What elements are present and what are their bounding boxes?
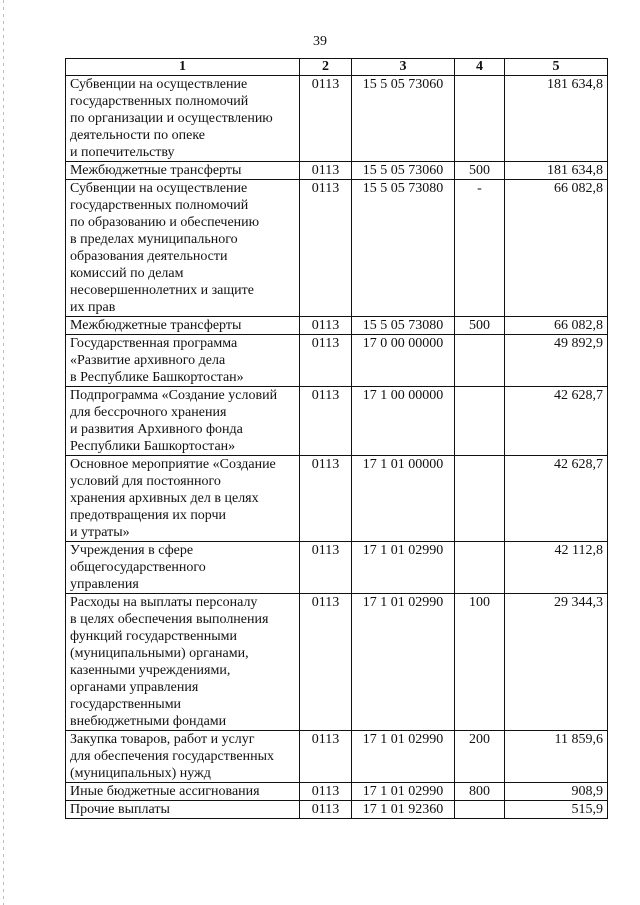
column-header: 4: [455, 59, 505, 76]
row-code: 15 5 05 73080: [352, 317, 455, 335]
row-section: 0113: [300, 317, 352, 335]
header-row: [66, 59, 608, 76]
row-expense-kind: [455, 542, 505, 594]
row-name: Иные бюджетные ассигнования: [66, 783, 300, 801]
row-amount: 908,9: [505, 783, 608, 801]
column-header: 1: [66, 59, 300, 76]
row-expense-kind: [455, 387, 505, 456]
row-code: 17 1 00 00000: [352, 387, 455, 456]
row-amount: 11 859,6: [505, 731, 608, 783]
row-name: Закупка товаров, работ и услуг для обеспечения государственных (муниципальных) нужд: [66, 731, 300, 783]
budget-table: [65, 58, 608, 819]
row-amount: 181 634,8: [505, 162, 608, 180]
table-row: [66, 162, 608, 180]
table-body: [66, 76, 608, 819]
row-section: 0113: [300, 801, 352, 819]
row-name: Субвенции на осуществление государственных полномочий по образованию и обеспечению в пределах муниципального образования деятельности комиссий по делам несовершеннолетних и защите их прав: [66, 180, 300, 317]
row-name: Расходы на выплаты персоналу в целях обеспечения выполнения функций государственными (муниципальными) органами, казенными учреждениями, органами управления государственными внебюджетными фондами: [66, 594, 300, 731]
table-row: [66, 335, 608, 387]
column-header: 3: [352, 59, 455, 76]
column-header: 5: [505, 59, 608, 76]
row-section: 0113: [300, 387, 352, 456]
row-section: 0113: [300, 594, 352, 731]
page-number: 39: [313, 34, 327, 49]
row-amount: 42 112,8: [505, 542, 608, 594]
row-code: 17 1 01 00000: [352, 456, 455, 542]
row-expense-kind: -: [455, 180, 505, 317]
row-name: Государственная программа «Развитие архивного дела в Республике Башкортостан»: [66, 335, 300, 387]
row-name: Межбюджетные трансферты: [66, 317, 300, 335]
row-code: 15 5 05 73060: [352, 162, 455, 180]
row-amount: 515,9: [505, 801, 608, 819]
table-row: [66, 731, 608, 783]
table-row: [66, 317, 608, 335]
table-row: [66, 542, 608, 594]
row-amount: 29 344,3: [505, 594, 608, 731]
row-expense-kind: [455, 76, 505, 162]
row-code: 17 1 01 92360: [352, 801, 455, 819]
row-code: 15 5 05 73060: [352, 76, 455, 162]
row-expense-kind: [455, 456, 505, 542]
row-expense-kind: [455, 335, 505, 387]
table-row: [66, 801, 608, 819]
table-row: [66, 594, 608, 731]
row-name: Основное мероприятие «Создание условий для постоянного хранения архивных дел в целях предотвращения их порчи и утраты»: [66, 456, 300, 542]
row-expense-kind: [455, 801, 505, 819]
row-section: 0113: [300, 76, 352, 162]
row-section: 0113: [300, 180, 352, 317]
row-amount: 66 082,8: [505, 180, 608, 317]
row-amount: 181 634,8: [505, 76, 608, 162]
row-amount: 66 082,8: [505, 317, 608, 335]
row-amount: 42 628,7: [505, 387, 608, 456]
row-amount: 49 892,9: [505, 335, 608, 387]
row-code: 17 1 01 02990: [352, 542, 455, 594]
row-name: Подпрограмма «Создание условий для бессрочного хранения и развития Архивного фонда Республики Башкортостан»: [66, 387, 300, 456]
row-section: 0113: [300, 456, 352, 542]
table-row: [66, 783, 608, 801]
row-expense-kind: 100: [455, 594, 505, 731]
row-name: Учреждения в сфере общегосударственного управления: [66, 542, 300, 594]
row-code: 17 1 01 02990: [352, 594, 455, 731]
table-row: [66, 76, 608, 162]
row-name: Прочие выплаты: [66, 801, 300, 819]
row-name: Субвенции на осуществление государственных полномочий по организации и осуществлению деятельности по опеке и попечительству: [66, 76, 300, 162]
column-header: 2: [300, 59, 352, 76]
row-section: 0113: [300, 162, 352, 180]
row-amount: 42 628,7: [505, 456, 608, 542]
row-section: 0113: [300, 335, 352, 387]
table-row: [66, 456, 608, 542]
row-expense-kind: 500: [455, 162, 505, 180]
table-row: [66, 387, 608, 456]
scan-edge: [3, 0, 4, 905]
row-section: 0113: [300, 542, 352, 594]
row-expense-kind: 500: [455, 317, 505, 335]
row-expense-kind: 800: [455, 783, 505, 801]
row-name: Межбюджетные трансферты: [66, 162, 300, 180]
row-section: 0113: [300, 783, 352, 801]
row-code: 17 0 00 00000: [352, 335, 455, 387]
row-section: 0113: [300, 731, 352, 783]
row-code: 17 1 01 02990: [352, 731, 455, 783]
row-expense-kind: 200: [455, 731, 505, 783]
table-row: [66, 180, 608, 317]
row-code: 15 5 05 73080: [352, 180, 455, 317]
row-code: 17 1 01 02990: [352, 783, 455, 801]
